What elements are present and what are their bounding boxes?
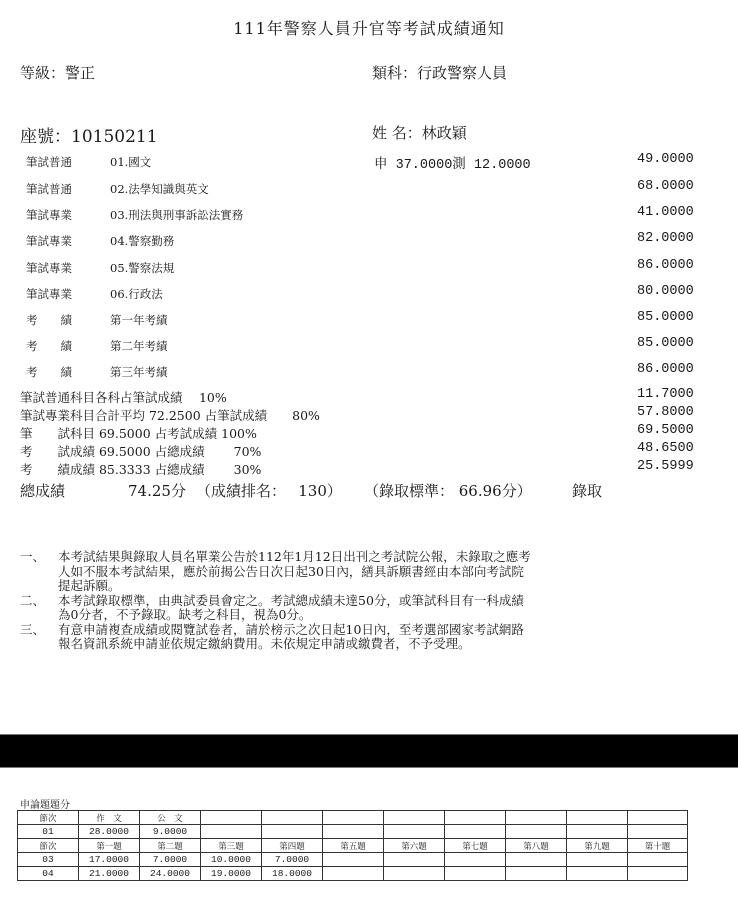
note-line: 報名資訊系統申請並依規定繳納費用。未依規定申請或繳費者，不予受理。	[58, 636, 471, 651]
table-cell	[506, 853, 567, 867]
subject-name: 02.法學知識與英文	[110, 182, 209, 196]
subject-name: 05.警察法規	[110, 261, 175, 275]
subject-type: 筆試專業	[26, 208, 72, 222]
redaction-bar	[0, 734, 738, 768]
table-cell: 9.0000	[140, 825, 201, 839]
table-cell	[628, 825, 688, 839]
subject-name: 06.行政法	[110, 287, 163, 301]
subject-type: 筆試專業	[26, 261, 72, 275]
table-row	[18, 867, 688, 881]
table-cell	[567, 825, 628, 839]
table-cell	[445, 867, 506, 881]
candidate-name: 姓 名：林政穎	[372, 124, 467, 142]
subject-score: 86.0000	[637, 362, 694, 377]
table-cell	[201, 825, 262, 839]
subject-name: 第二年考績	[110, 339, 168, 353]
subject-score: 86.0000	[637, 258, 694, 273]
total-score: 74.25分	[128, 482, 186, 500]
table-cell: 第三題	[201, 839, 262, 853]
subject-score: 85.0000	[637, 310, 694, 325]
table-cell	[384, 825, 445, 839]
table-cell	[628, 867, 688, 881]
note-line: 人如不服本考試結果，應於前揭公告日次日起30日內，繕具訴願書經由本部向考試院	[58, 563, 524, 579]
table-cell: 第四題	[262, 839, 323, 853]
table-cell: 第九題	[567, 839, 628, 853]
subject-detail: 申 37.0000測 12.0000	[374, 158, 531, 173]
table-cell: 第一題	[79, 839, 140, 853]
table-cell: 公 文	[140, 811, 201, 825]
summary-line: 考 試成績 69.5000 占總成績 70%	[20, 444, 262, 459]
summary-value: 69.5000	[637, 423, 694, 438]
table-cell	[262, 811, 323, 825]
table-cell	[323, 811, 384, 825]
category-label: 類科：行政警察人員	[372, 64, 508, 82]
summary-value: 11.7000	[637, 387, 694, 402]
table-cell	[506, 811, 567, 825]
notes-section	[20, 550, 531, 652]
table-cell: 第二題	[140, 839, 201, 853]
table-cell: 7.0000	[262, 853, 323, 867]
table-cell	[384, 811, 445, 825]
summary-value: 48.6500	[637, 441, 694, 456]
total-label: 總成績	[20, 482, 66, 500]
subject-type: 筆試專業	[26, 287, 72, 301]
note-label: 一、	[20, 549, 46, 564]
subject-name: 01.國文	[110, 155, 152, 169]
table-cell	[567, 867, 628, 881]
note-item	[20, 550, 531, 594]
table-cell	[628, 853, 688, 867]
table-cell	[445, 811, 506, 825]
table-cell: 7.0000	[140, 853, 201, 867]
table-row	[18, 811, 688, 825]
table-cell: 第五題	[323, 839, 384, 853]
summary-value: 57.8000	[637, 405, 694, 420]
table-cell	[262, 825, 323, 839]
note-line: 提起訴願。	[58, 578, 121, 593]
subject-score: 80.0000	[637, 284, 694, 299]
table-cell	[384, 853, 445, 867]
subject-name: 第一年考績	[110, 313, 168, 327]
table-cell: 節次	[18, 839, 79, 853]
document-title: 111年警察人員升官等考試成績通知	[233, 19, 505, 38]
table-cell	[323, 867, 384, 881]
subject-score: 68.0000	[637, 179, 694, 194]
subject-score: 49.0000	[637, 152, 694, 167]
table-cell: 第七題	[445, 839, 506, 853]
table-cell: 17.0000	[79, 853, 140, 867]
subject-type: 考 績	[26, 365, 72, 379]
table-cell	[323, 853, 384, 867]
subject-type: 考 績	[26, 313, 72, 327]
summary-value: 25.5999	[637, 459, 694, 474]
note-line: 本考試結果與錄取人員名單業公告於112年1月12日出刊之考試院公報，未錄取之應考	[58, 549, 531, 564]
note-item	[20, 594, 531, 623]
table-cell	[384, 867, 445, 881]
table-row	[18, 839, 688, 853]
table-cell: 19.0000	[201, 867, 262, 881]
admission-result: 錄取	[572, 482, 603, 500]
subject-type: 筆試普通	[26, 182, 72, 196]
table-cell	[628, 811, 688, 825]
subject-type: 筆試專業	[26, 234, 72, 248]
note-label: 二、	[20, 592, 46, 608]
table-cell: 節次	[18, 811, 79, 825]
table-cell: 24.0000	[140, 867, 201, 881]
table-cell: 第十題	[628, 839, 688, 853]
summary-line: 考 績成績 85.3333 占總成績 30%	[20, 462, 262, 477]
note-line: 有意申請複查成績或閱覽試卷者，請於榜示之次日起10日內，至考選部國家考試網路	[58, 621, 524, 637]
subject-type: 考 績	[26, 339, 72, 353]
essay-table-caption: 申論題題分	[20, 800, 70, 811]
table-cell	[445, 853, 506, 867]
subject-name: 03.刑法與刑事訴訟法實務	[110, 208, 244, 222]
table-cell	[506, 867, 567, 881]
subject-score: 85.0000	[637, 336, 694, 351]
table-cell: 04	[18, 867, 79, 881]
table-row	[18, 853, 688, 867]
table-cell	[567, 853, 628, 867]
grade-label: 等級：警正	[20, 64, 96, 82]
table-cell: 21.0000	[79, 867, 140, 881]
subject-score: 41.0000	[637, 205, 694, 220]
note-line: 本考試錄取標準，由典試委員會定之。考試總成績未達50分，或筆試科目有一科成績	[58, 592, 524, 608]
essay-score-table	[17, 810, 688, 881]
note-item	[20, 623, 531, 652]
table-cell	[201, 811, 262, 825]
table-cell	[445, 825, 506, 839]
note-line: 為0分者，不予錄取。缺考之科目，視為0分。	[58, 607, 312, 622]
seat-number: 座號：10150211	[20, 127, 158, 147]
note-label: 三、	[20, 621, 46, 637]
table-cell: 03	[18, 853, 79, 867]
table-cell: 第六題	[384, 839, 445, 853]
subject-score: 82.0000	[637, 231, 694, 246]
summary-line: 筆試專業科目合計平均 72.2500 占筆試成績 80%	[20, 408, 320, 423]
subject-type: 筆試普通	[26, 155, 72, 169]
table-row	[18, 825, 688, 839]
table-cell	[506, 825, 567, 839]
table-cell: 作 文	[79, 811, 140, 825]
table-cell	[323, 825, 384, 839]
table-cell	[567, 811, 628, 825]
rank-text: （成績排名： 130）	[196, 482, 342, 500]
table-cell: 18.0000	[262, 867, 323, 881]
subject-name: 第三年考績	[110, 365, 168, 379]
admission-standard: （錄取標準： 66.96分）	[364, 482, 532, 500]
summary-line: 筆試普通科目各科占筆試成績 10%	[20, 390, 227, 405]
table-cell: 10.0000	[201, 853, 262, 867]
table-cell: 28.0000	[79, 825, 140, 839]
table-cell: 第八題	[506, 839, 567, 853]
subject-name: 04.警察勤務	[110, 234, 175, 248]
summary-line: 筆 試科目 69.5000 占考試成績 100%	[20, 426, 257, 441]
table-cell: 01	[18, 825, 79, 839]
